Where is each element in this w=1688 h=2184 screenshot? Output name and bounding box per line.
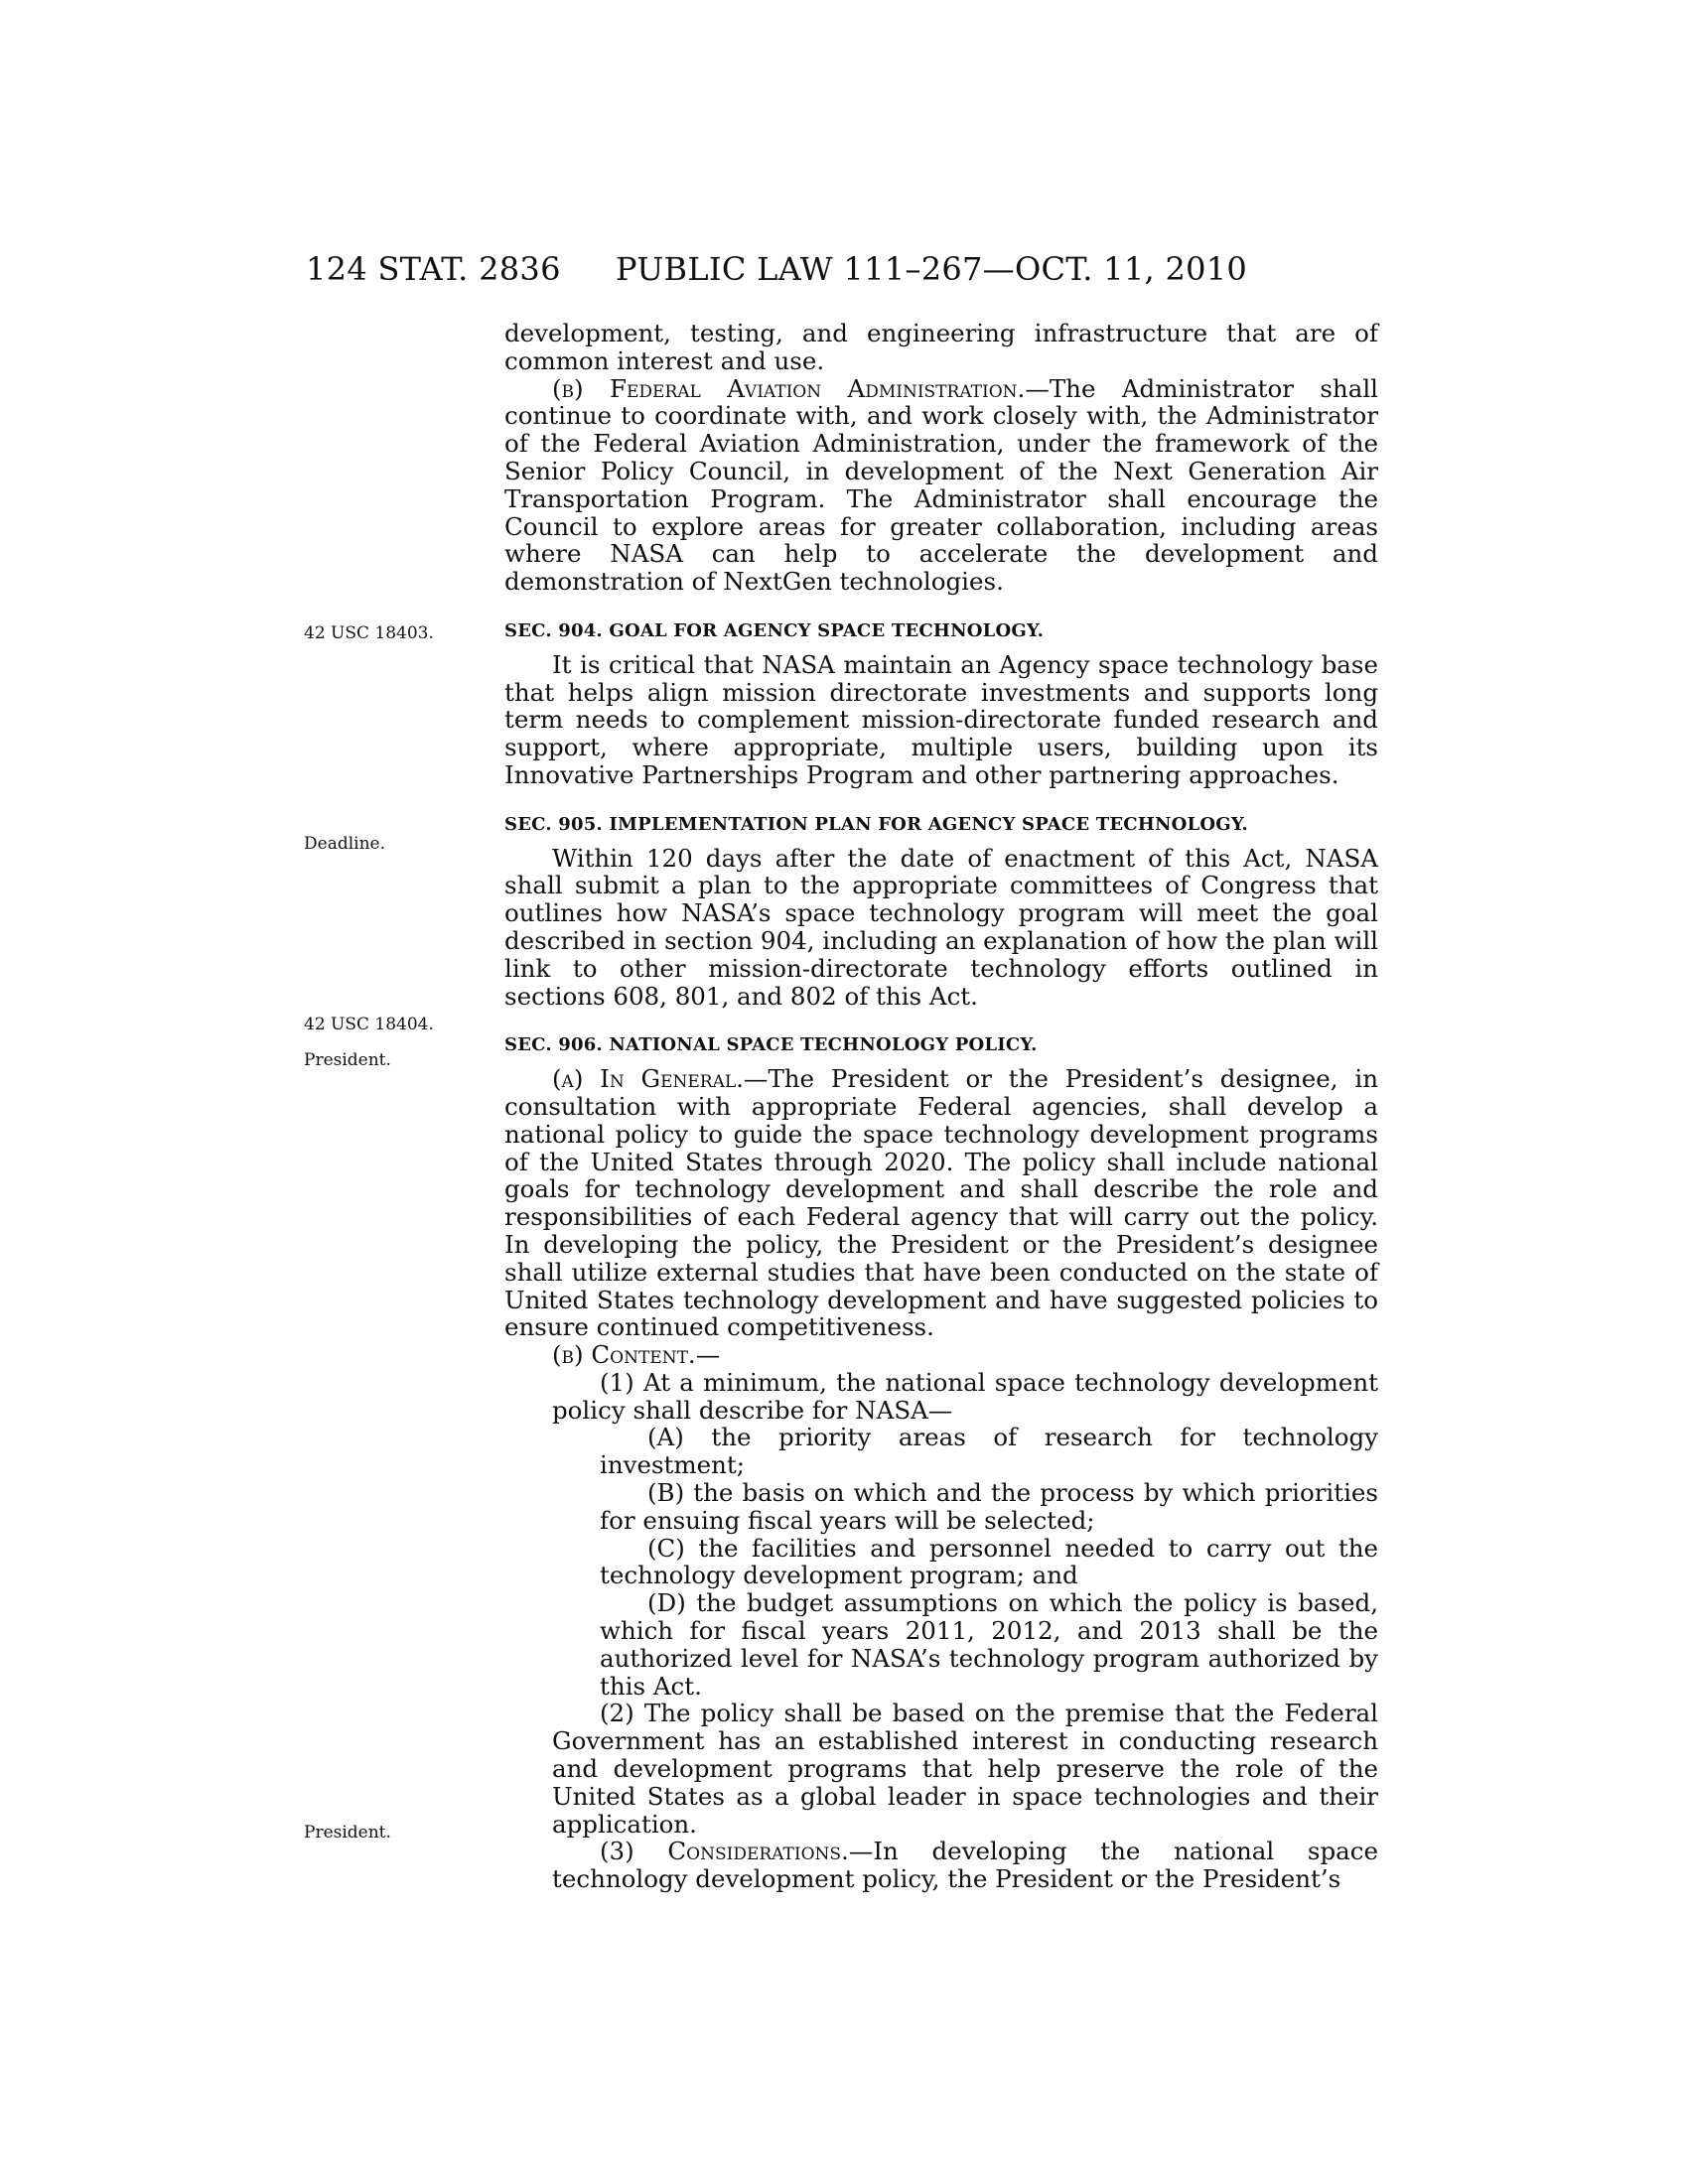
paragraph-2: (2) The policy shall be based on the premise that the Federal Government has an established interest in conducting research and development programs that help preserve the role of the United States as a global leader in space technologies and their application.	[552, 1699, 1378, 1839]
margin-note-president: President.	[304, 1050, 391, 1070]
faa-text: The Administrator shall continue to coordinate with, and work closely with, the Administrator of the Federal Aviation Administration, under the framework of the Senior Policy Council, in development of the Next Generation Air Transportation Program. The Administrator shall encourage the Council to explore areas for greater collaboration, including areas where NASA can help to accelerate the development and demonstration of NextGen technologies.	[504, 373, 1378, 597]
section-904-heading: SEC. 904. GOAL FOR AGENCY SPACE TECHNOLOGY.	[504, 619, 1045, 641]
section-904-text: It is critical that NASA maintain an Agency space technology base that helps align mission directorate investments and supports long term needs to complement mission-directorate funded research and support, where appropriate, multiple users, building upon its Innovative Partnerships Program and other partnering approaches.	[504, 649, 1378, 789]
subparagraph-a: (A) the priority areas of research for technology investment;	[600, 1423, 1378, 1480]
subsection-a	[504, 1065, 1378, 1341]
subsection-b-heading	[504, 1341, 1378, 1369]
margin-note-president-2: President.	[304, 1823, 391, 1843]
section-905-text: Within 120 days after the date of enactment of this Act, NASA shall submit a plan to the appropriate committees of Congress that outlines how NASA’s space technology program will meet the goal described in section 904, including an explanation of how the plan will link to other mission-directorate technology efforts outlined in sections 608, 801, and 802 of this Act.	[504, 843, 1378, 1011]
subparagraph-b: (B) the basis on which and the process by which priorities for ensuing fiscal years will be selected;	[600, 1478, 1378, 1535]
subsection-a-text: The President or the President’s designee, in consultation with appropriate Federal agencies, shall develop a national policy to guide the space technology development programs of the United States through 2020. The policy shall include national goals for technology development and shall describe the role and responsibilities of each Federal agency that will carry out the policy. In developing the policy, the President or the President’s designee shall utilize external studies that have been conducted on the state of United States technology development and have suggested policies to ensure continued competitiveness.	[504, 1064, 1378, 1342]
margin-note-deadline: Deadline.	[304, 834, 385, 854]
faa-paragraph	[504, 375, 1378, 596]
paragraph-3-text: In developing the national space technology development policy, the President or the President’s	[552, 1837, 1378, 1894]
section-906-heading: SEC. 906. NATIONAL SPACE TECHNOLOGY POLICY.	[504, 1034, 1038, 1056]
margin-note-usc-18404: 42 USC 18404.	[304, 1015, 434, 1034]
subparagraph-c: (C) the facilities and personnel needed to carry out the technology development program; and	[600, 1533, 1378, 1590]
margin-note-usc-18403: 42 USC 18403.	[304, 623, 434, 643]
faa-label: (b) Federal Aviation Administration.—	[552, 373, 1050, 403]
subsection-b-label: (b) Content.—	[552, 1340, 721, 1370]
paragraph-3	[504, 1838, 1378, 1893]
carryover-paragraph: development, testing, and engineering infrastructure that are of common interest and use.	[504, 319, 1378, 375]
page-reference: 124 STAT. 2836	[306, 250, 561, 288]
paragraph-3-label: (3) Considerations.—	[600, 1837, 874, 1866]
body-text	[504, 320, 1378, 1893]
subparagraph-d: (D) the budget assumptions on which the policy is based, which for fiscal years 2011, 2012, and 2013 shall be the authorized level for NASA’s technology program authorized by this Act.	[600, 1588, 1378, 1701]
paragraph-1: (1) At a minimum, the national space technology development policy shall describe for NASA—	[552, 1367, 1378, 1425]
section-905-heading: SEC. 905. IMPLEMENTATION PLAN FOR AGENCY SPACE TECHNOLOGY.	[504, 813, 1249, 835]
subsection-a-label: (a) In General.—	[552, 1064, 769, 1094]
running-title: PUBLIC LAW 111–267—OCT. 11, 2010	[616, 250, 1248, 288]
